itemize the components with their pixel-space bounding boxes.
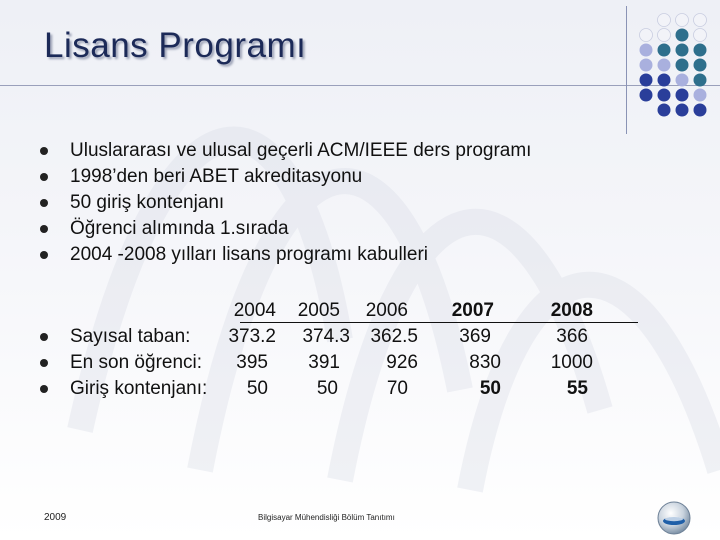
list-item — [40, 138, 660, 164]
bullet-icon — [40, 199, 48, 207]
table-cell: 70 — [386, 378, 408, 399]
vertical-divider — [626, 6, 627, 134]
list-item — [40, 242, 660, 268]
dot — [676, 29, 689, 42]
dot — [640, 59, 653, 72]
bullet-icon — [40, 173, 48, 181]
bullet-icon — [40, 225, 48, 233]
list-item — [40, 190, 660, 216]
bullet-text: Öğrenci alımında 1.sırada — [70, 218, 289, 239]
table-cell: 55 — [566, 378, 588, 399]
dot — [694, 59, 707, 72]
dot — [694, 29, 707, 42]
dot — [658, 89, 671, 102]
dot — [694, 89, 707, 102]
year-header: 2005 — [297, 300, 340, 321]
footer-year: 2009 — [44, 512, 67, 523]
table-cell: 50 — [479, 378, 501, 399]
table-cell: 50 — [316, 378, 338, 399]
dot — [658, 104, 671, 117]
dot — [694, 104, 707, 117]
university-logo-icon — [656, 500, 692, 536]
bullet-icon — [40, 385, 48, 393]
year-header: 2007 — [451, 300, 494, 321]
table-cell: 362.5 — [370, 326, 418, 347]
dot — [658, 14, 671, 27]
bullet-text: 50 giriş kontenjanı — [70, 192, 225, 213]
bullet-icon — [40, 333, 48, 341]
watermark-graphic — [40, 10, 720, 540]
table-header-row — [40, 298, 660, 324]
table-cell: 50 — [246, 378, 268, 399]
dot — [676, 14, 689, 27]
table-row — [40, 324, 660, 350]
dot — [658, 29, 671, 42]
bullet-text: Uluslararası ve ulusal geçerli ACM/IEEE ders programı — [70, 140, 532, 161]
bullet-text: 1998’den beri ABET akreditasyonu — [70, 166, 363, 187]
bullet-icon — [40, 251, 48, 259]
list-item — [40, 164, 660, 190]
table-cell: 926 — [386, 352, 418, 373]
row-label: Giriş kontenjanı: — [70, 378, 208, 399]
dot — [676, 104, 689, 117]
bullet-text: 2004 -2008 yılları lisans programı kabulleri — [70, 244, 429, 265]
title-divider — [0, 85, 720, 86]
dot — [694, 14, 707, 27]
dot — [658, 44, 671, 57]
year-header: 2006 — [365, 300, 408, 321]
dot — [694, 44, 707, 57]
table-cell: 373.2 — [228, 326, 276, 347]
footer-caption: Bilgisayar Mühendisliği Bölüm Tanıtımı — [258, 513, 395, 522]
table-cell: 830 — [469, 352, 501, 373]
table-cell: 391 — [308, 352, 340, 373]
header-underline — [240, 322, 638, 323]
table-cell: 374.3 — [302, 326, 350, 347]
dot — [676, 89, 689, 102]
bullet-list — [40, 138, 660, 268]
row-label: Sayısal taban: — [70, 326, 191, 347]
row-label: En son öğrenci: — [70, 352, 203, 373]
table-row — [40, 376, 660, 402]
table-cell: 1000 — [550, 352, 593, 373]
table-row — [40, 350, 660, 376]
table-cell: 366 — [556, 326, 588, 347]
list-item — [40, 216, 660, 242]
dot — [640, 89, 653, 102]
dot — [640, 29, 653, 42]
bullet-icon — [40, 147, 48, 155]
dot — [694, 74, 707, 87]
table-cell: 369 — [459, 326, 491, 347]
dot-grid-icon — [632, 10, 720, 125]
dot — [658, 59, 671, 72]
dot — [676, 44, 689, 57]
dot — [676, 74, 689, 87]
table-cell: 395 — [236, 352, 268, 373]
dot — [676, 59, 689, 72]
dot — [658, 74, 671, 87]
year-header: 2004 — [233, 300, 276, 321]
dot — [640, 74, 653, 87]
slide-title: Lisans Programı — [44, 26, 307, 65]
year-header: 2008 — [550, 300, 593, 321]
dot — [640, 44, 653, 57]
admissions-table — [40, 298, 660, 402]
bullet-icon — [40, 359, 48, 367]
